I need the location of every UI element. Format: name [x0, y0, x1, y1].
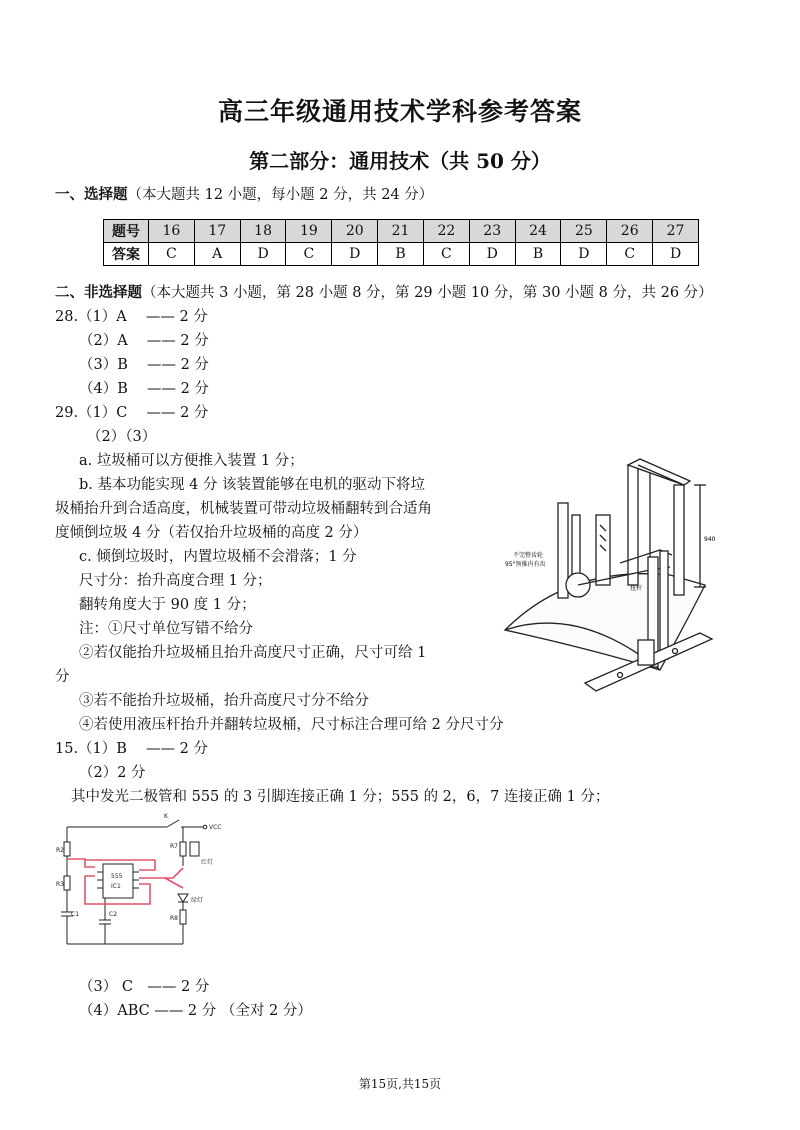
question-number: 20 [332, 220, 378, 243]
answer-line: （2）2 分 [79, 765, 146, 781]
answer-cell: B [378, 243, 424, 266]
answer-table [103, 219, 699, 266]
number-row-label: 题号 [104, 220, 149, 243]
question-number: 19 [286, 220, 332, 243]
answer-line: 29.（1）C —— 2 分 [55, 405, 209, 421]
answer-row-label: 答案 [104, 243, 149, 266]
question-number: 25 [561, 220, 607, 243]
answer-line: ③若不能抬升垃圾桶，抬升高度尺寸分不给分 [79, 693, 369, 709]
answer-cell: D [653, 243, 699, 266]
answer-line: （4）ABC —— 2 分 （全对 2 分） [79, 1003, 312, 1019]
answer-line: 15.（1）B —— 2 分 [55, 741, 208, 757]
answer-line: （3）B —— 2 分 [79, 357, 209, 373]
answer-cell: D [469, 243, 515, 266]
question-number: 23 [469, 220, 515, 243]
answer-line: （2）A —— 2 分 [79, 333, 209, 349]
section2-heading: 二、非选择题 [55, 284, 142, 301]
question-number: 26 [607, 220, 653, 243]
figure1-label: 扭杆 [630, 585, 643, 592]
answer-cell: C [607, 243, 653, 266]
resistor-label: R2 [56, 847, 64, 854]
section2-note: （本大题共 3 小题，第 28 小题 8 分，第 29 小题 10 分，第 30 小题 8 分，共 26 分） [142, 285, 713, 301]
led-label: 红灯 [201, 859, 214, 866]
question-number: 18 [240, 220, 286, 243]
question-number: 17 [194, 220, 240, 243]
lifting-device-figure [500, 455, 740, 705]
answer-line: 圾桶抬升到合适高度，机械装置可带动垃圾桶翻转到合适角 [55, 501, 432, 517]
question-number: 16 [149, 220, 195, 243]
figure1-label: 95°预推内有齿 [505, 561, 546, 568]
answer-line: 翻转角度大于 90 度 1 分； [79, 597, 256, 613]
resistor-label: R8 [170, 915, 178, 922]
answer-line: c. 倾倒垃圾时，内置垃圾桶不会滑落；1 分 [79, 549, 357, 565]
answer-cell: B [515, 243, 561, 266]
chip-label: IC1 [111, 883, 121, 890]
vcc-label: VCC [209, 824, 222, 831]
circuit-diagram-figure [55, 812, 225, 957]
question-number: 24 [515, 220, 561, 243]
section1-heading-line [55, 186, 433, 204]
capacitor-label: C1 [71, 911, 80, 918]
answer-line: 度倾倒垃圾 4 分（若仅抬升垃圾桶的高度 2 分） [55, 525, 368, 541]
page-subtitle: 第二部分：通用技术（共 50 分） [249, 149, 551, 173]
answer-cell: C [286, 243, 332, 266]
resistor-label: R7 [170, 843, 178, 850]
answer-line: ②若仅能抬升垃圾桶且抬升高度尺寸正确，尺寸可给 1 [79, 645, 427, 661]
answer-cell: D [561, 243, 607, 266]
section2-heading-line [55, 284, 713, 302]
answer-table-number-row [104, 220, 699, 243]
page-footer: 第15页,共15页 [358, 1077, 442, 1091]
answer-cell: D [240, 243, 286, 266]
switch-label: K [164, 813, 168, 820]
answer-line: 其中发光二极管和 555 的 3 引脚连接正确 1 分；555 的 2，6，7 连接正确 1 分； [71, 789, 610, 805]
question-number: 22 [423, 220, 469, 243]
answer-cell: C [423, 243, 469, 266]
answer-line: ④若使用液压杆抬升并翻转垃圾桶，尺寸标注合理可给 2 分尺寸分 [79, 717, 504, 733]
resistor-label: R3 [56, 881, 64, 888]
led-label: 绿灯 [191, 897, 204, 904]
answer-cell: D [332, 243, 378, 266]
answer-line: a. 垃圾桶可以方便推入装置 1 分； [79, 453, 304, 469]
answer-table-answer-row [104, 243, 699, 266]
section1-note: （本大题共 12 小题，每小题 2 分，共 24 分） [127, 187, 434, 203]
answer-line: （3） C —— 2 分 [79, 979, 210, 995]
answer-line: 28.（1）A —— 2 分 [55, 309, 208, 325]
figure1-dimension: 940 [704, 536, 716, 543]
question-number: 21 [378, 220, 424, 243]
figure1-label: 不完整齿轮 [513, 552, 544, 559]
answer-line: 注：①尺寸单位写错不给分 [79, 621, 253, 637]
capacitor-label: C2 [109, 911, 118, 918]
answer-line: b. 基本功能实现 4 分 该装置能够在电机的驱动下将垃 [79, 477, 426, 493]
answer-line: （2）（3） [87, 429, 157, 445]
answer-cell: C [149, 243, 195, 266]
answer-line: 分 [55, 669, 70, 685]
answer-cell: A [194, 243, 240, 266]
answer-line: 尺寸分：抬升高度合理 1 分； [79, 573, 272, 589]
answer-line: （4）B —— 2 分 [79, 381, 209, 397]
chip-label: 555 [111, 873, 123, 880]
question-number: 27 [653, 220, 699, 243]
page-title: 高三年级通用技术学科参考答案 [217, 97, 582, 126]
section1-heading: 一、选择题 [55, 186, 128, 203]
